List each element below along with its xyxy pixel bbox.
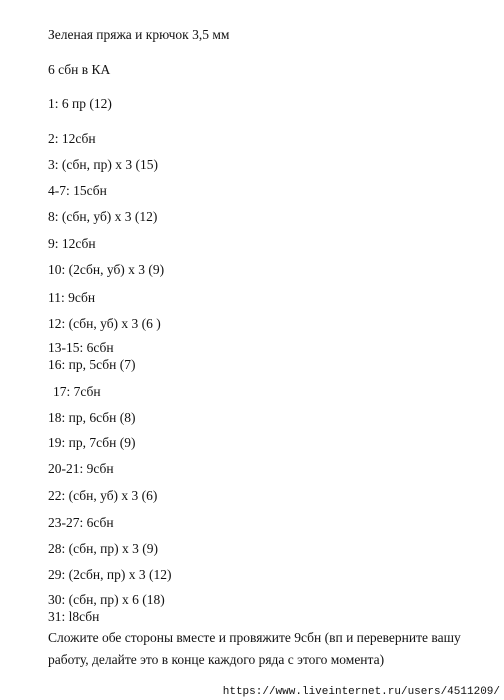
doc-line: 9: 12сбн — [48, 236, 96, 251]
doc-line: 17: 7сбн — [53, 384, 101, 399]
doc-line: 18: пр, 6сбн (8) — [48, 410, 136, 425]
doc-line: 16: пр, 5сбн (7) — [48, 357, 136, 372]
doc-line: 8: (сбн, уб) х 3 (12) — [48, 209, 158, 224]
doc-line: 29: (2сбн, пр) х 3 (12) — [48, 567, 172, 582]
doc-line: 4-7: 15сбн — [48, 183, 107, 198]
doc-line: 13-15: 6сбн — [48, 340, 114, 355]
doc-line-title: Зеленая пряжа и крючок 3,5 мм — [48, 27, 230, 42]
doc-line: 6 сбн в КА — [48, 62, 111, 77]
doc-line: 20-21: 9сбн — [48, 461, 114, 476]
doc-line: 1: 6 пр (12) — [48, 96, 112, 111]
doc-line: 31: l8сбн — [48, 609, 100, 624]
doc-line: 12: (сбн, уб) х 3 (6 ) — [48, 316, 161, 331]
doc-line: 30: (сбн, пр) х 6 (18) — [48, 592, 165, 607]
doc-line: 11: 9сбн — [48, 290, 96, 305]
doc-line: 28: (сбн, пр) х 3 (9) — [48, 541, 158, 556]
doc-paragraph: Сложите обе стороны вместе и провяжите 9сбн (вп и переверните вашу работу, делайте это в конце каждого ряда с этого момента) — [48, 630, 461, 667]
doc-line: 2: 12сбн — [48, 131, 96, 146]
doc-line: 3: (сбн, пр) х 3 (15) — [48, 157, 158, 172]
doc-line: 22: (сбн, уб) х 3 (6) — [48, 488, 158, 503]
doc-line: 19: пр, 7сбн (9) — [48, 435, 136, 450]
doc-line: 23-27: 6сбн — [48, 515, 114, 530]
watermark-url: https://www.liveinternet.ru/users/4511209/ — [222, 686, 500, 698]
doc-line: 10: (2сбн, уб) х 3 (9) — [48, 262, 165, 277]
